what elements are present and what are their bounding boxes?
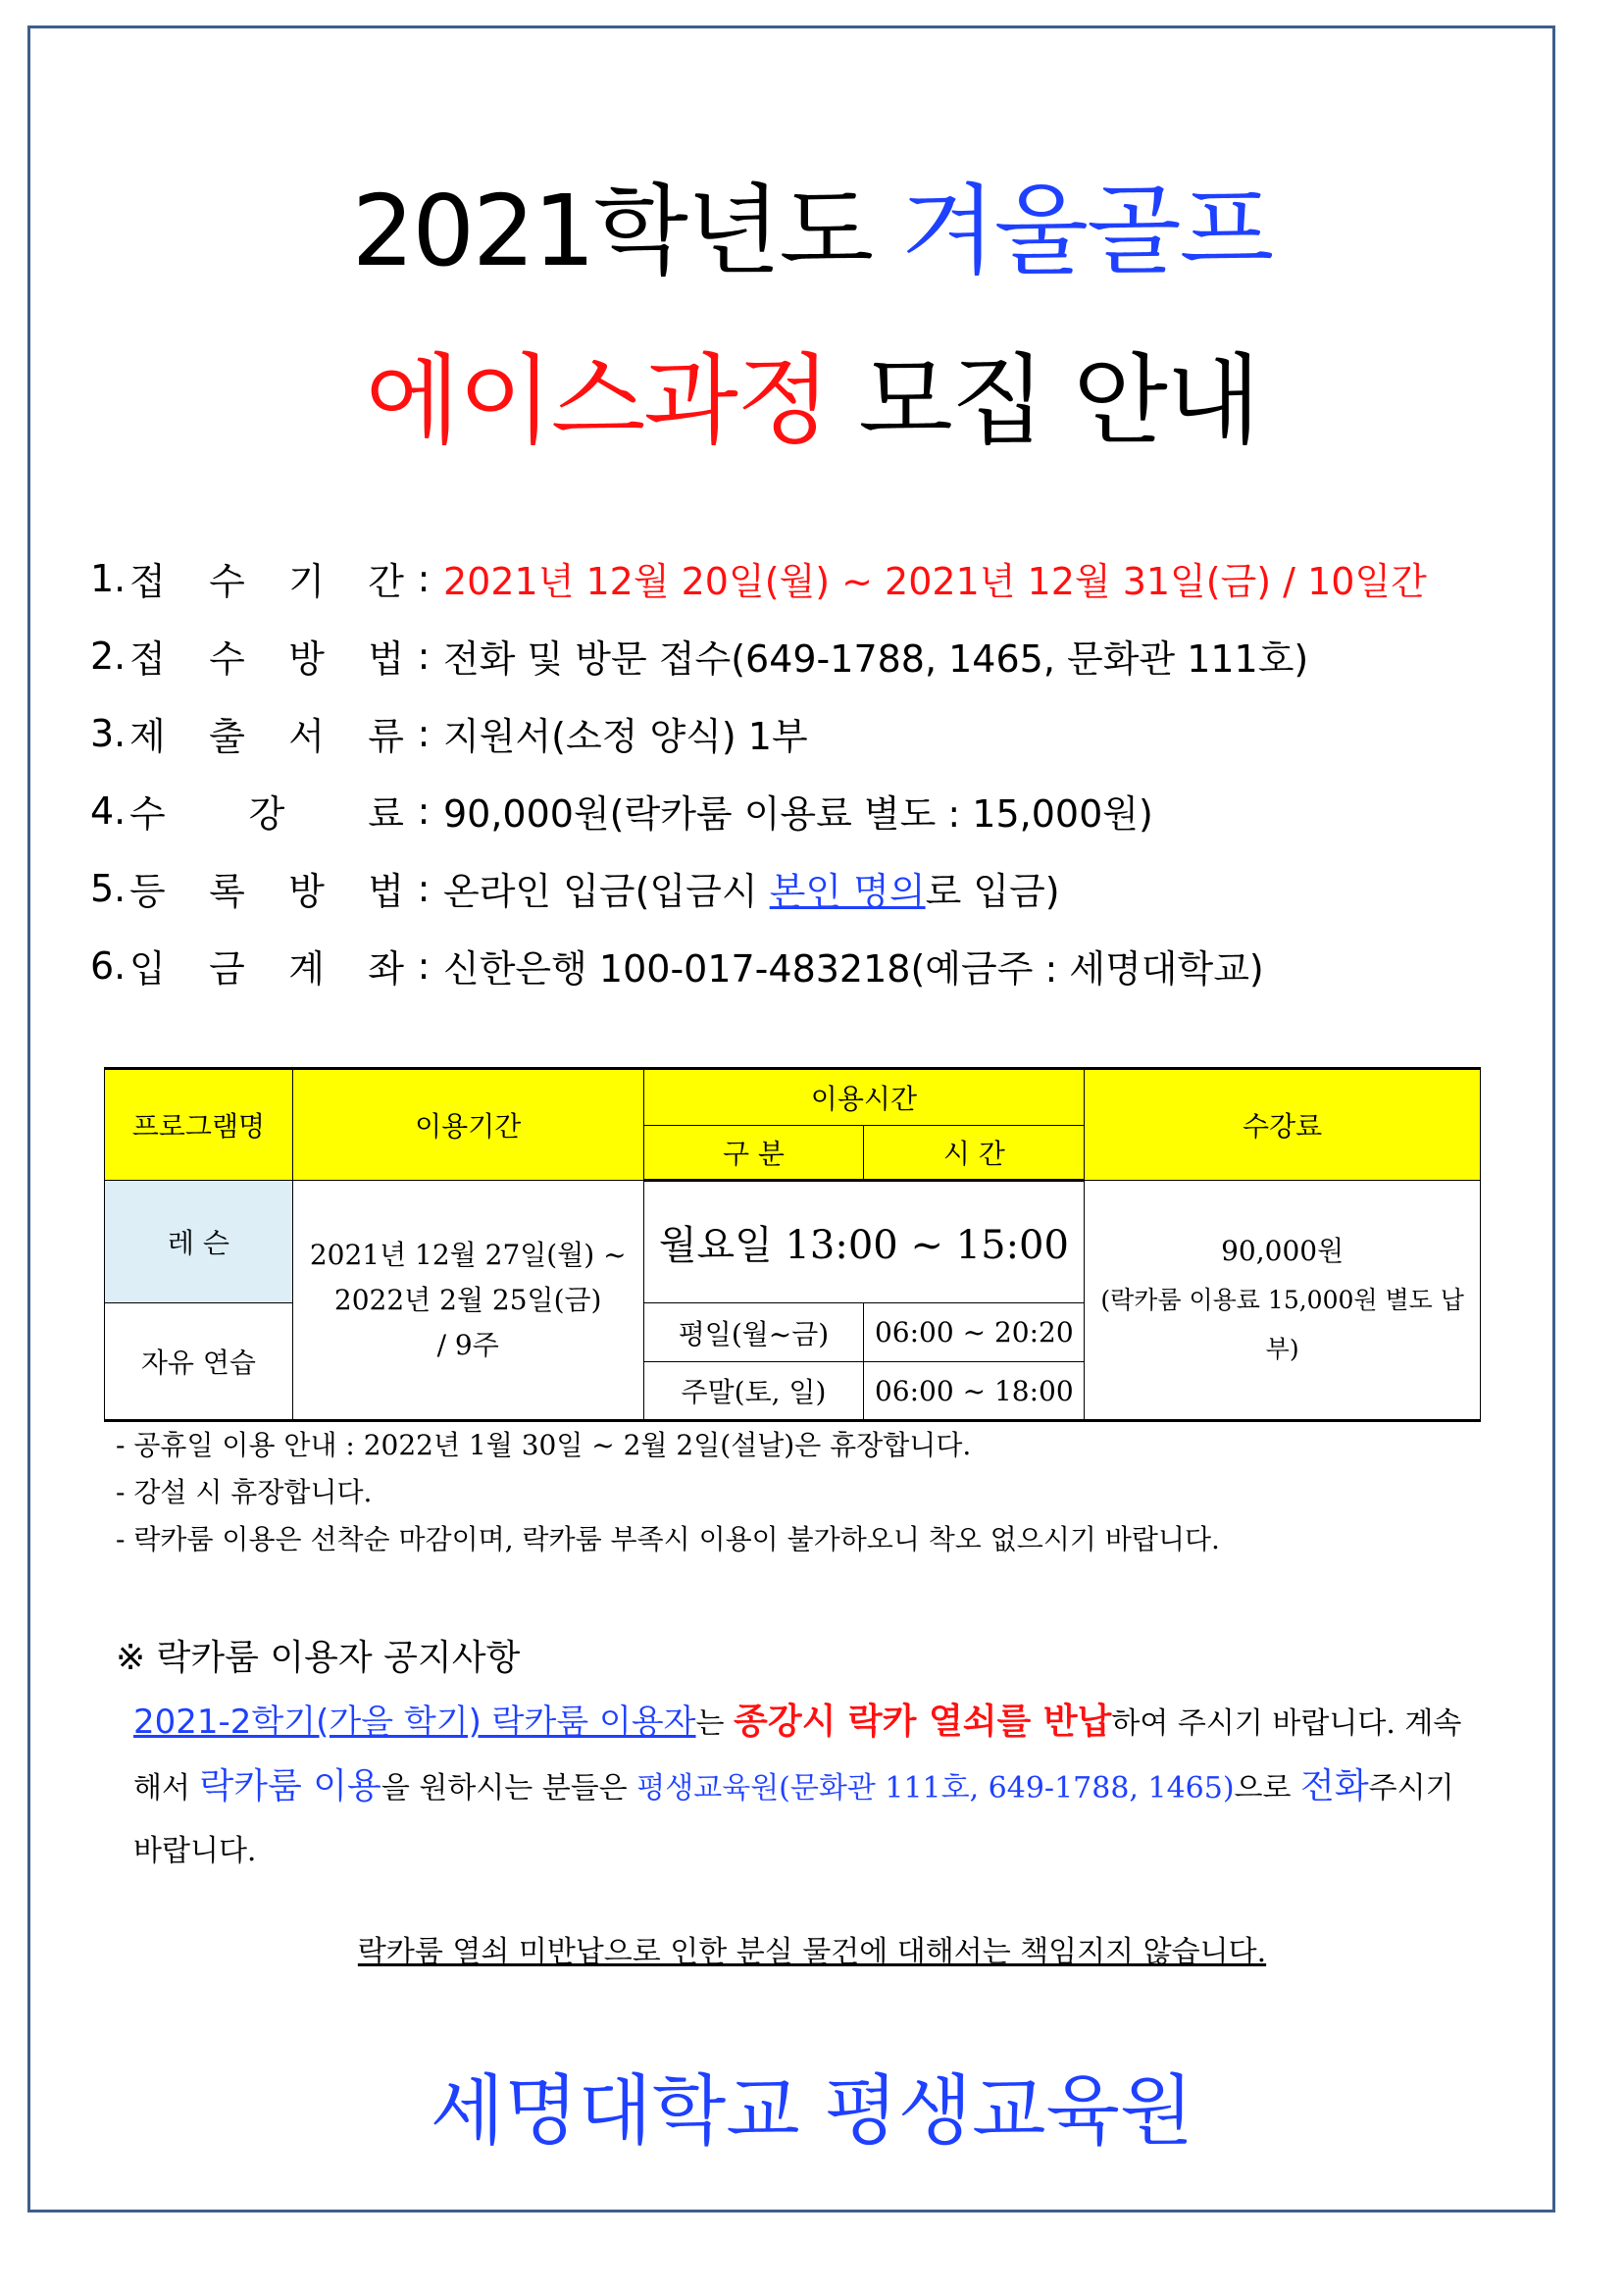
info-label: 접 수 기 간 bbox=[129, 560, 404, 603]
fee-cell bbox=[1085, 1181, 1481, 1421]
info-label: 등 록 방 법 bbox=[129, 870, 404, 913]
info-row-6: 6. 입 금 계 좌 : 신한은행 100-017-483218(예금주 : 세명대학교) bbox=[90, 927, 1427, 1004]
info-value-fee: 90,000원(락카룸 이용료 별도 : 15,000원) bbox=[443, 792, 1153, 836]
row-practice: 자유 연습 bbox=[105, 1303, 293, 1421]
info-label: 제 출 서 류 bbox=[129, 715, 404, 758]
own-name-emphasis: 본인 명의 bbox=[769, 870, 926, 913]
title-year: 2021학년도 bbox=[351, 174, 873, 288]
locker-notice-body: 2021-2학기(가을 학기) 락카룸 이용자는 종강시 락카 열쇠를 반납하여 주시기 바랍니다. 계속해서 락카룸 이용을 원하시는 분들은 평생교육원(문화관 111호, 649-1788, 1465)으로 전화주시기 바랍니다. bbox=[133, 1702, 1462, 1868]
period-cell: 2021년 12월 27일(월) ~ 2022년 2월 25일(금) / 9주 bbox=[292, 1181, 643, 1421]
info-label: 입 금 계 좌 bbox=[129, 947, 404, 991]
header-program: 프로그램명 bbox=[105, 1069, 293, 1181]
info-value-period: 2021년 12월 20일(월) ~ 2021년 12월 31일(금) / 10일간 bbox=[443, 560, 1427, 603]
fee-amount: 90,000원 bbox=[1221, 1234, 1345, 1267]
info-value-registration: 온라인 입금(입금시 본인 명의로 입금) bbox=[443, 870, 1060, 913]
footer-org: 세명대학교 평생교육원 bbox=[430, 2067, 1194, 2156]
header-hours: 시 간 bbox=[864, 1126, 1085, 1181]
notes-list bbox=[116, 1422, 1220, 1563]
title-course: 에이스과정 bbox=[365, 343, 830, 458]
info-row-1: 1. 접 수 기 간 : 2021년 12월 20일(월) ~ 2021년 12월 31일(금) / 10일간 bbox=[90, 539, 1427, 617]
note-holiday: - 공휴일 이용 안내 : 2022년 1월 30일 ~ 2월 2일(설날)은 휴장합니다. bbox=[116, 1429, 972, 1461]
schedule-table bbox=[104, 1067, 1481, 1422]
header-fee: 수강료 bbox=[1085, 1069, 1481, 1181]
info-value-method: 전화 및 방문 접수(649-1788, 1465, 문화관 111호) bbox=[443, 637, 1309, 681]
header-time: 이용시간 bbox=[643, 1069, 1085, 1126]
info-row-2: 2. 접 수 방 법 : 전화 및 방문 접수(649-1788, 1465, 문화관 111호) bbox=[90, 617, 1427, 694]
fee-note: (락카룸 이용료 15,000원 별도 납부) bbox=[1100, 1285, 1464, 1363]
info-label: 수 강 료 bbox=[129, 792, 404, 836]
title-line-1 bbox=[0, 152, 1624, 293]
lost-item-warning: 락카룸 열쇠 미반납으로 인한 분실 물건에 대해서는 책임지지 않습니다. bbox=[357, 1935, 1267, 1969]
header-period: 이용기간 bbox=[292, 1069, 643, 1181]
info-value-account: 신한은행 100-017-483218(예금주 : 세명대학교) bbox=[443, 947, 1264, 991]
info-row-3: 3. 제 출 서 류 : 지원서(소정 양식) 1부 bbox=[90, 694, 1427, 772]
title-notice: 모집 안내 bbox=[858, 343, 1259, 458]
info-row-4: 4. 수 강 료 : 90,000원(락카룸 이용료 별도 : 15,000원) bbox=[90, 772, 1427, 849]
info-list bbox=[90, 539, 1427, 1004]
header-division: 구 분 bbox=[643, 1126, 864, 1181]
lesson-time: 월요일 13:00 ~ 15:00 bbox=[643, 1181, 1085, 1303]
weekday-label: 평일(월~금) bbox=[643, 1303, 864, 1362]
info-value-documents: 지원서(소정 양식) 1부 bbox=[443, 715, 808, 758]
weekday-time: 06:00 ~ 20:20 bbox=[864, 1303, 1085, 1362]
title-line-2 bbox=[0, 322, 1624, 463]
locker-notice-title: ※ 락카룸 이용자 공지사항 bbox=[116, 1638, 521, 1678]
row-lesson: 레 슨 bbox=[105, 1181, 293, 1303]
note-snow: - 강설 시 휴장합니다. bbox=[116, 1476, 373, 1508]
title-program: 겨울골프 bbox=[900, 174, 1273, 288]
weekend-label: 주말(토, 일) bbox=[643, 1362, 864, 1421]
note-locker: - 락카룸 이용은 선착순 마감이며, 락카룸 부족시 이용이 불가하오니 착오 없으시기 바랍니다. bbox=[116, 1523, 1220, 1555]
info-label: 접 수 방 법 bbox=[129, 637, 404, 681]
info-row-5: 5. 등 록 방 법 : 온라인 입금(입금시 본인 명의로 입금) bbox=[90, 849, 1427, 927]
weekend-time: 06:00 ~ 18:00 bbox=[864, 1362, 1085, 1421]
